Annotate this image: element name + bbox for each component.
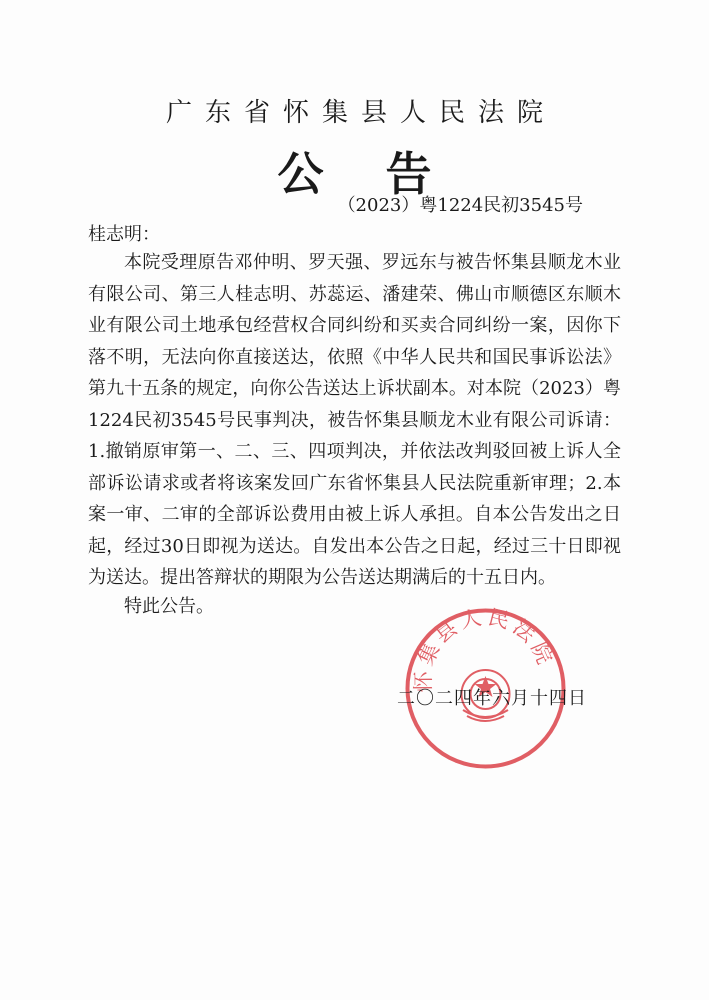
- notice-body: 本院受理原告邓仲明、罗天强、罗远东与被告怀集县顺龙木业有限公司、第三人桂志明、苏蕊运、潘建荣、佛山市顺德区东顺木业有限公司土地承包经营权合同纠纷和买卖合同纠纷一案，因你下落不明，无法向你直接送达，依照《中华人民共和国民事诉讼法》第九十五条的规定，向你公告送达上诉状副本。对本院（2023）粤1224民初3545号民事判决，被告怀集县顺龙木业有限公司诉请：1.撤销原审第一、二、三、四项判决，并依法改判驳回被上诉人全部诉讼请求或者将该案发回广东省怀集县人民法院重新审理；2.本案一审、二审的全部诉讼费用由被上诉人承担。自本公告发出之日起，经过30日即视为送达。自发出本公告之日起，经过三十日即视为送达。提出答辩状的期限为公告送达期满后的十五日内。: [88, 252, 621, 588]
- court-name-heading: 广东省怀集县人民法院: [165, 98, 556, 128]
- seal-text-path: 怀集县人民法院: [411, 606, 559, 693]
- notice-date: 二〇二四年六月十四日: [397, 688, 587, 709]
- notice-title: 公告: [277, 147, 494, 201]
- addressee: 桂志明：: [88, 224, 160, 245]
- case-number: （2023）粤1224民初3545号: [337, 195, 583, 216]
- closing-statement: 特此公告。: [124, 596, 214, 617]
